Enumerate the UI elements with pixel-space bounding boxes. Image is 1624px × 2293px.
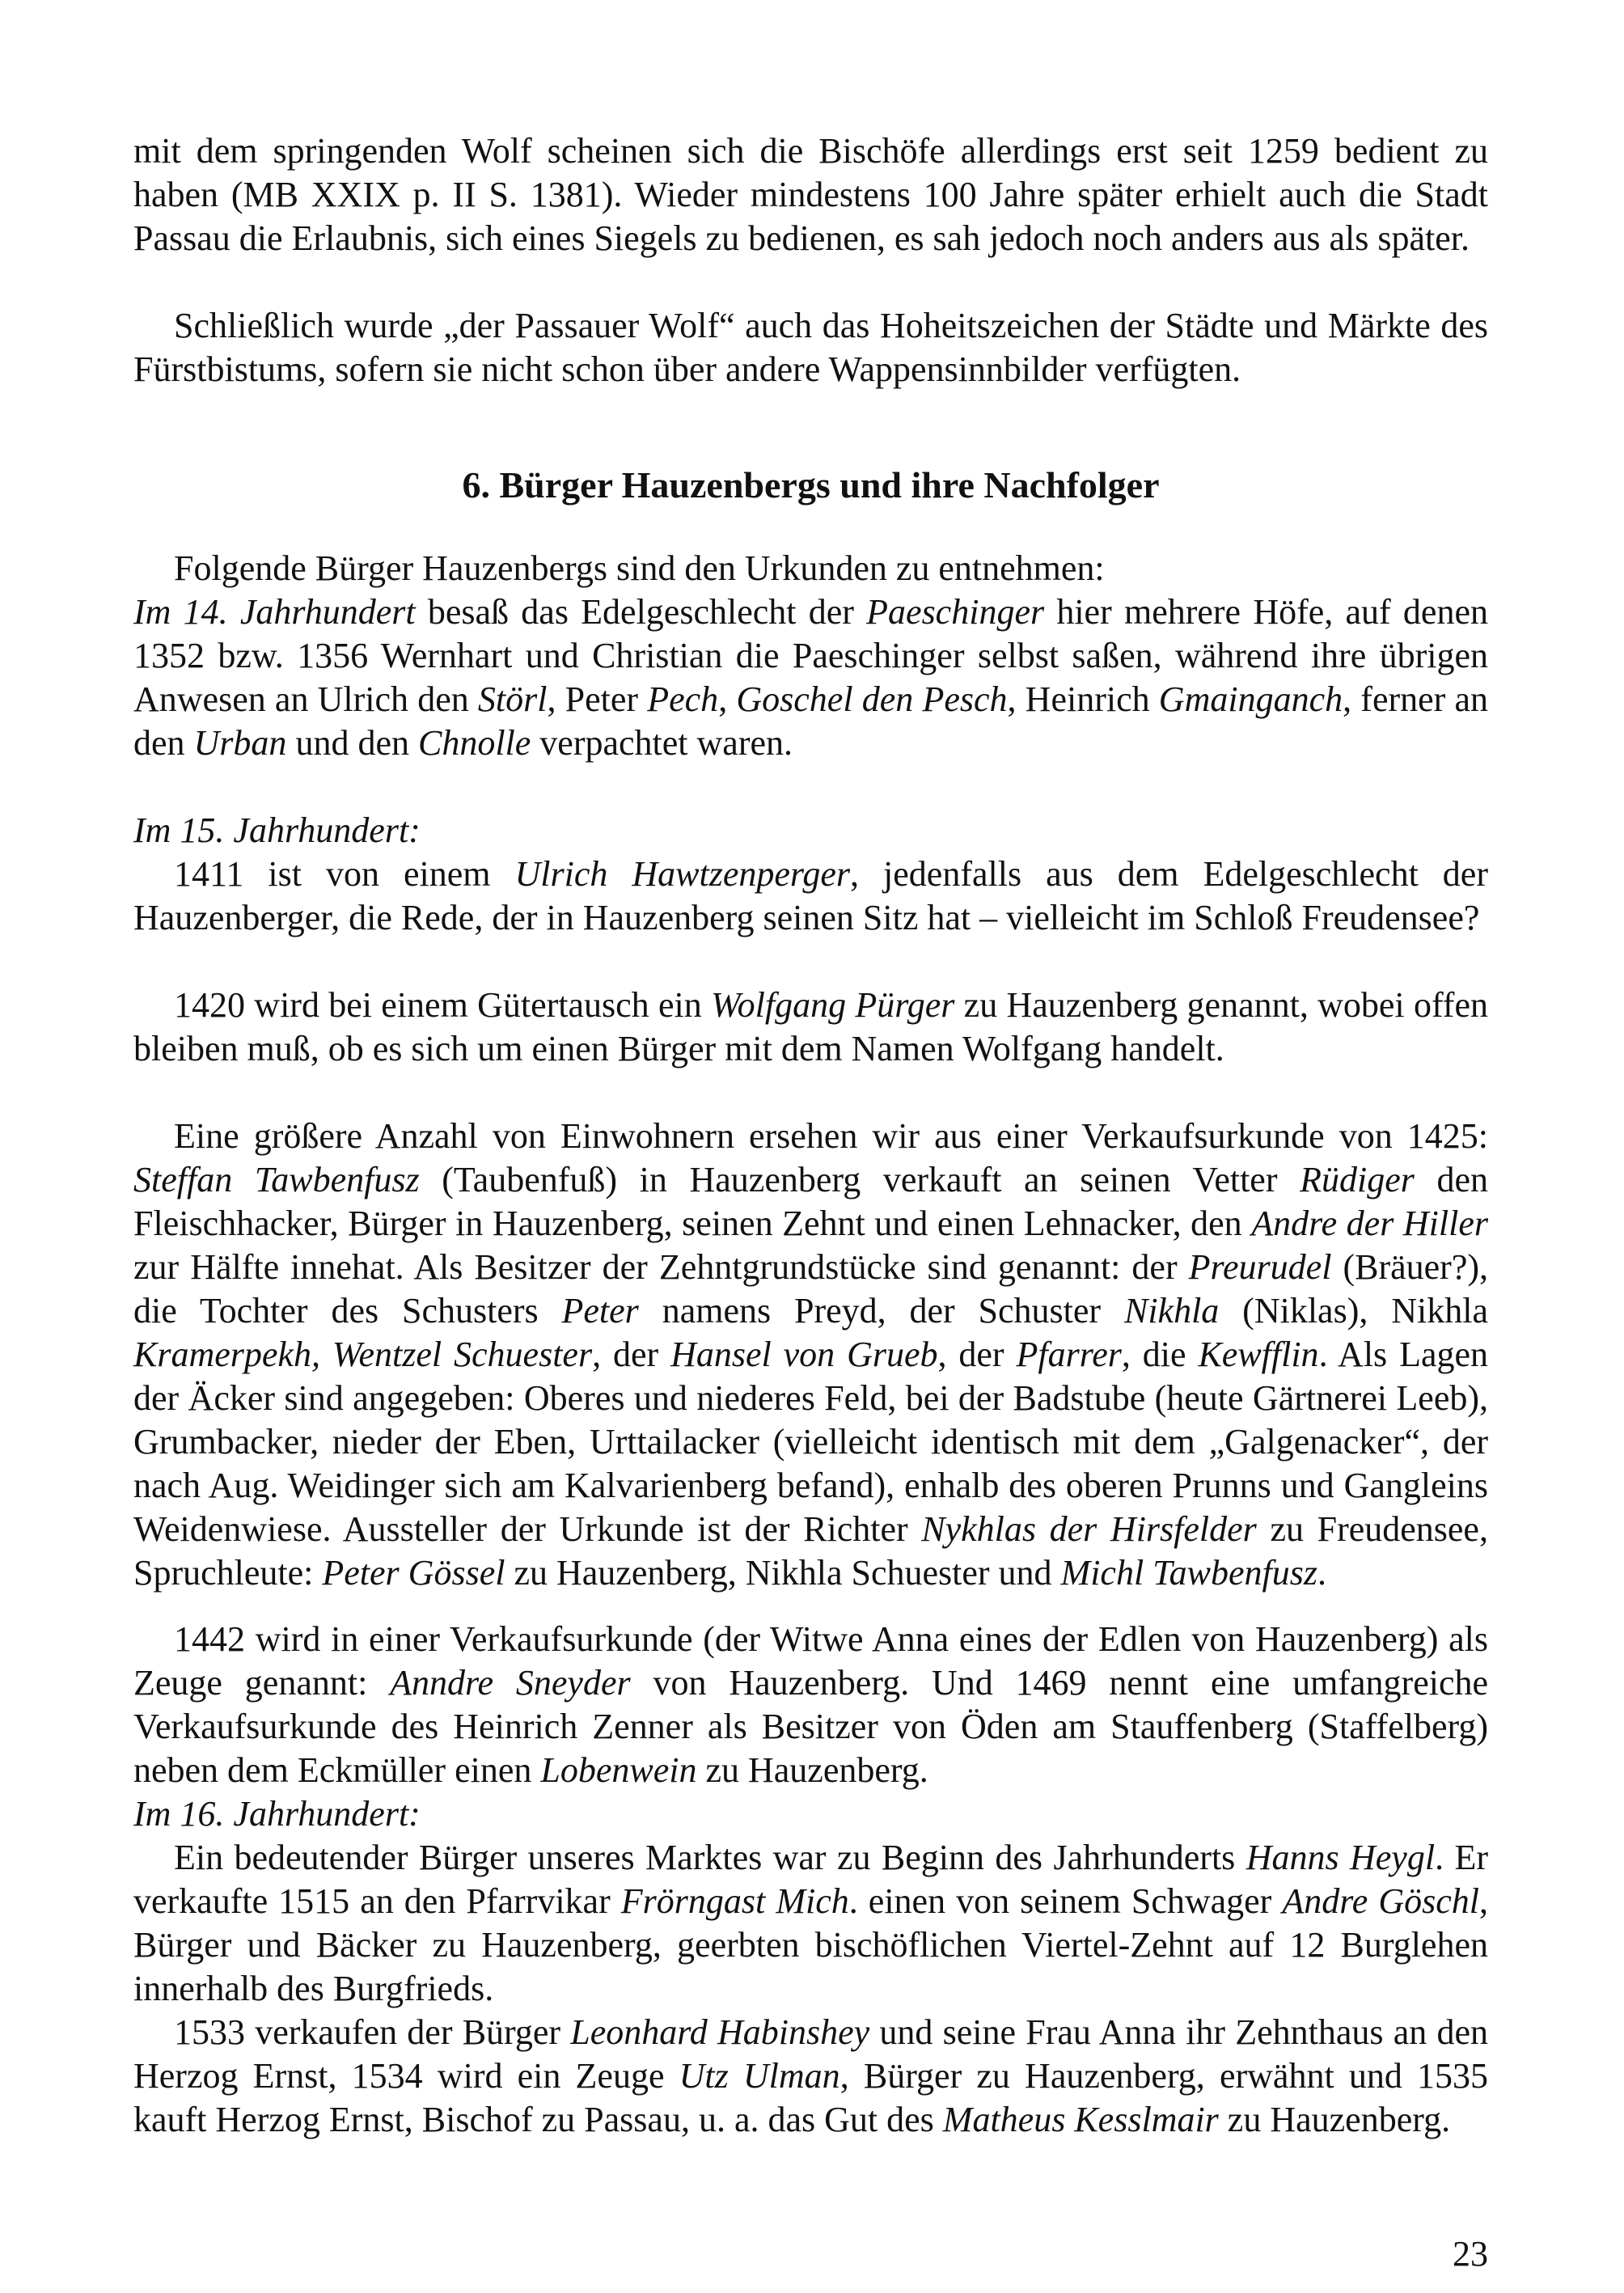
paragraph-1411: 1411 ist von einem Ulrich Hawtzenperger, jedenfalls aus dem Edelgeschlecht der Hauzenberger, die Rede, der in Hauzenberg seinen Sitz hat – vielleicht im Schloß Freudensee? [133, 854, 1488, 937]
paragraph-14th-century: Im 14. Jahrhundert besaß das Edelgeschlecht der Paeschinger hier mehrere Höfe, auf denen 1352 bzw. 1356 Wernhart und Christian die Paeschinger selbst saßen, während ihre übrigen Anwesen an Ulrich den Störl, Peter Pech, Goschel den Pesch, Heinrich Gmainganch, ferner an den Urban und den Chnolle verpachtet waren. [133, 592, 1489, 763]
paragraph-1533: 1533 verkaufen der Bürger Leonhard Habinshey und seine Frau Anna ihr Zehnthaus an den Herzog Ernst, 1534 wird ein Zeuge Utz Ulman, Bürger zu Hauzenberg, erwähnt und 1535 kauft Herzog Ernst, Bischof zu Passau, u. a. das Gut des Matheus Kesslmair zu Hauzenberg. [133, 2012, 1489, 2139]
paragraph-intro: Folgende Bürger Hauzenbergs sind den Urkunden zu entnehmen: [174, 548, 1105, 588]
page-number: 23 [1453, 2234, 1488, 2274]
paragraph-1442: 1442 wird in einer Verkaufsurkunde (der Witwe Anna eines der Edlen von Hauzenberg) als Zeuge genannt: Anndre Sneyder von Hauzenberg. Und 1469 nennt eine umfangreiche Verkaufsurkunde des Heinrich Zenner als Besitzer von Öden am Stauffenberg (Staffelberg) neben dem Eckmüller einen Lobenwein zu Hauzenberg. [133, 1619, 1489, 1790]
paragraph-hanns-heygl: Ein bedeutender Bürger unseres Marktes war zu Beginn des Jahrhunderts Hanns Heygl. Er verkaufte 1515 an den Pfarrvikar Frörngast Mich. einen von seinem Schwager Andre Göschl, Bürger und Bäcker zu Hauzenberg, geerbten bischöflichen Viertel-Zehnt auf 12 Burglehen innerhalb des Burgfrieds. [133, 1838, 1488, 2008]
paragraph-passauer-wolf: Schließlich wurde „der Passauer Wolf“ auch das Hoheitszeichen der Städte und Märkte des Fürstbistums, sofern sie nicht schon über andere Wappensinnbilder verfügten. [133, 306, 1488, 389]
paragraph-1425: Eine größere Anzahl von Einwohnern ersehen wir aus einer Verkaufsurkunde von 1425: Steffan Tawbenfusz (Taubenfuß) in Hauzenberg verkauft an seinen Vetter Rüdiger den Fleischhacker, Bürger in Hauzenberg, seinen Zehnt und einen Lehnacker, den Andre der Hiller zur Hälfte innehat. Als Besitzer der Zehntgrundstücke sind genannt: der Preurudel (Bräuer?), die Tochter des Schusters Peter namens Preyd, der Schuster Nikhla (Niklas), Nikhla Kramerpekh, Wentzel Schuester, der Hansel von Grueb, der Pfarrer, die Kewfflin. Als Lagen der Äcker sind angegeben: Oberes und niederes Feld, bei der Badstube (heute Gärtnerei Leeb), Grumbacker, nieder der Eben, Urttailacker (vielleicht identisch mit dem „Galgenacker“, der nach Aug. Weidinger sich am Kalvarienberg befand), enhalb des oberen Prunns und Gangleins Weidenwiese. Aussteller der Urkunde ist der Richter Nykhlas der Hirsfelder zu Freudensee, Spruchleute: Peter Gössel zu Hauzenberg, Nikhla Schuester und Michl Tawbenfusz. [133, 1116, 1489, 1593]
subheading-16th-century: Im 16. Jahrhundert: [133, 1794, 421, 1834]
paragraph-wolf-seal: mit dem springenden Wolf scheinen sich die Bischöfe allerdings erst seit 1259 bedient zu haben (MB XXIX p. II S. 1381). Wieder mindestens 100 Jahre später erhielt auch die Stadt Passau die Erlaubnis, sich eines Siegels zu bedienen, es sah jedoch noch anders aus als später. [133, 131, 1488, 258]
section-heading: 6. Bürger Hauzenbergs und ihre Nachfolger [462, 464, 1160, 506]
paragraph-1420: 1420 wird bei einem Gütertausch ein Wolfgang Pürger zu Hauzenberg genannt, wobei offen bleiben muß, ob es sich um einen Bürger mit dem Namen Wolfgang handelt. [133, 985, 1488, 1068]
subheading-15th-century: Im 15. Jahrhundert: [133, 810, 421, 850]
